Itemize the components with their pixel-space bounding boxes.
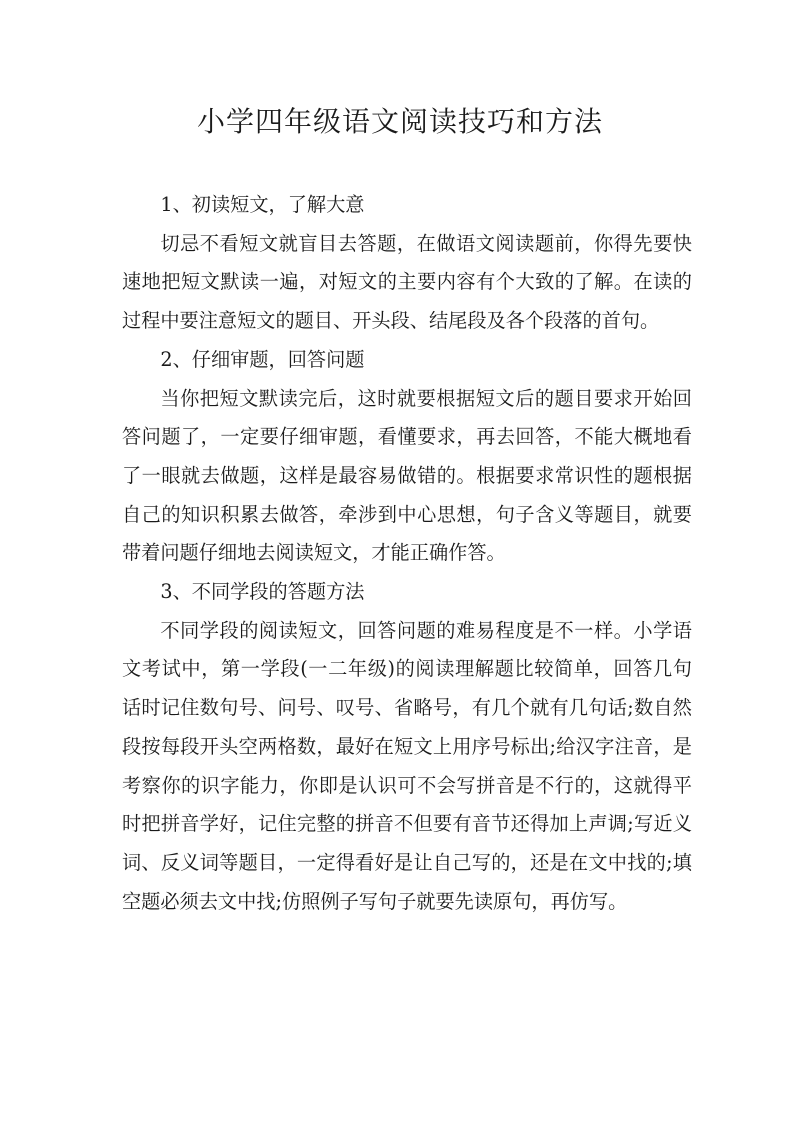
section-heading-1: 1、初读短文，了解大意	[160, 193, 365, 216]
document-body	[122, 186, 692, 921]
section-paragraph-2: 当你把短文默读完后，这时就要根据短文后的题目要求开始回答问题了，一定要仔细审题，看懂要求，再去回答，不能大概地看了一眼就去做题，这样是最容易做错的。根据要求常识性的题根据自己的知识积累去做答，牵涉到中心思想，句子含义等题目，就要带着问题仔细地去阅读短文，才能正确作答。	[122, 386, 692, 565]
section-heading-3: 3、不同学段的答题方法	[160, 580, 365, 604]
section-heading-2: 2、仔细审题，回答问题	[160, 347, 365, 371]
section-paragraph-1: 切忌不看短文就盲目去答题，在做语文阅读题前，你得先要快速地把短文默读一遍，对短文的主要内容有个大致的了解。在读的过程中要注意短文的题目、开头段、结尾段及各个段落的首句。	[122, 231, 692, 333]
document-title: 小学四年级语文阅读技巧和方法	[196, 105, 603, 138]
section-paragraph-3: 不同学段的阅读短文，回答问题的难易程度是不一样。小学语文考试中，第一学段(一二年级)的阅读理解题比较简单，回答几句话时记住数句号、问号、叹号、省略号，有几个就有几句话;数自然段按每段开头空两格数，最好在短文上用序号标出;给汉字注音，是考察你的识字能力，你即是认识可不会写拼音是不行的，这就得平时把拼音学好，记住完整的拼音不但要有音节还得加上声调;写近义词、反义词等题目，一定得看好是让自己写的，还是在文中找的;填空题必须去文中找;仿照例子写句子就要先读原句，再仿写。	[122, 618, 692, 913]
